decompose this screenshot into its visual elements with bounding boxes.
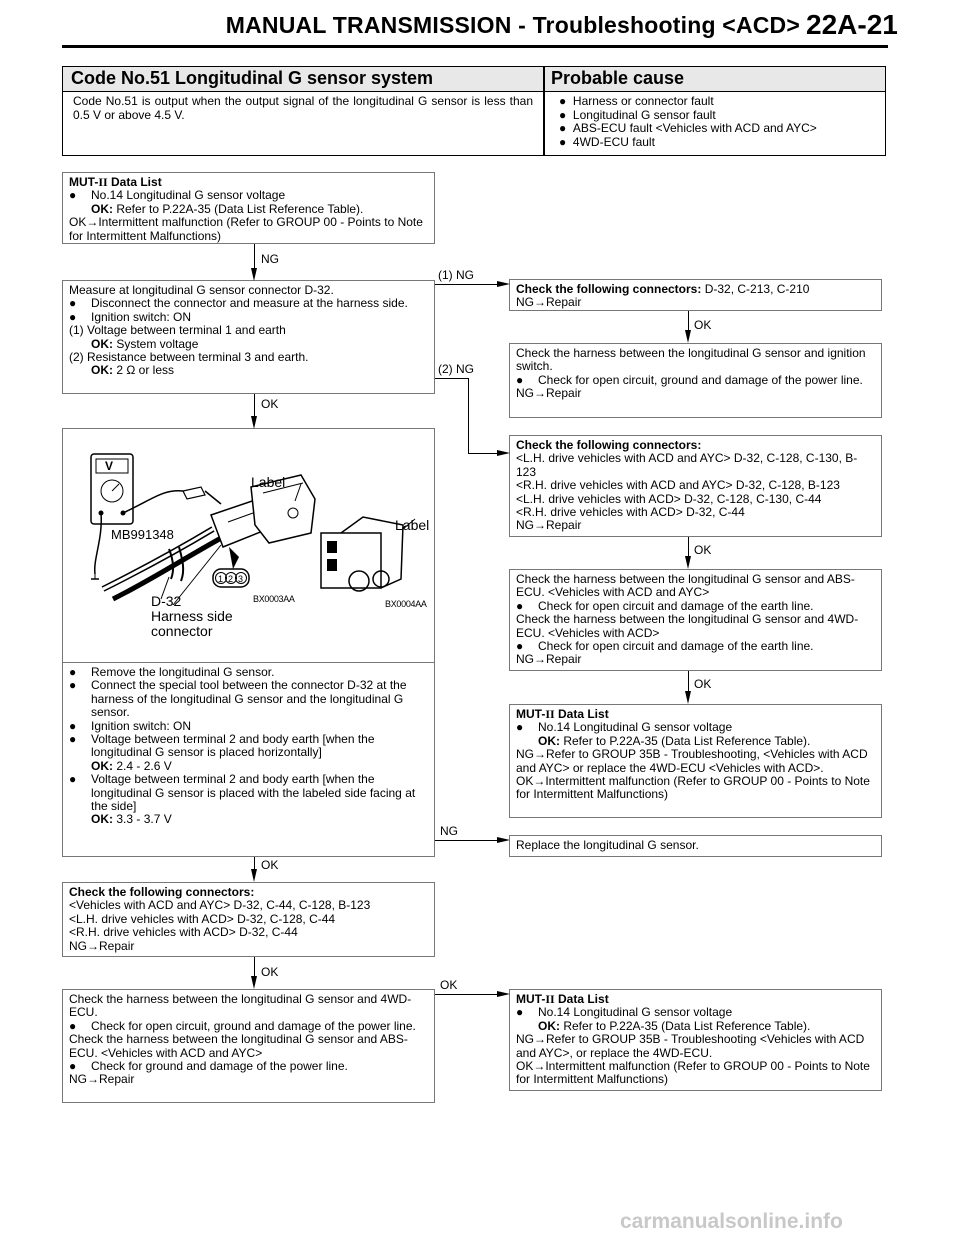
page-header-title: MANUAL TRANSMISSION - Troubleshooting <ACD> <box>225 12 800 38</box>
flow-label-ok: OK <box>694 677 712 691</box>
code-table-title: Code No.51 Longitudinal G sensor system <box>71 68 434 88</box>
flow-arrow <box>497 450 510 456</box>
step-check-connectors-1: Check the following connectors: D-32, C-213, C-210 NG→Repair <box>509 279 882 311</box>
step-replace-sensor: Replace the longitudinal G sensor. <box>509 835 882 857</box>
flow-label-ok: OK <box>261 965 279 979</box>
watermark: carmanualsonline.info <box>620 1210 843 1233</box>
flow-arrow <box>497 281 510 287</box>
flow-label-ng: NG <box>440 824 458 838</box>
pin-2-label: 2 <box>228 574 234 584</box>
step-check-harness-earth: Check the harness between the longitudinal G sensor and ABS-ECU. <Vehicles with ACD and AYC> ● Check for open circuit and damage of the earth line. Check the harness between the longitudinal G sensor and 4WD-ECU. <Vehicles with ACD> ● Check for open circuit and damage of the earth line. NG→Repair <box>509 569 882 671</box>
flow-arrow <box>251 869 257 882</box>
header-rule <box>62 45 888 48</box>
flow-arrow <box>685 556 691 569</box>
flow-arrow <box>251 976 257 989</box>
step-mut-data-list-2: MUT-II Data List ● No.14 Longitudinal G sensor voltage OK: Refer to P.22A-35 (Data List Reference Table). NG→Refer to GROUP 35B - Troubleshooting, <Vehicles with ACD and AYC> or replace the 4WD-ECU <Vehicles with ACD>. OK→Intermittent malfunction (Refer to GROUP 00 - Points to Note for Intermittent Malfunctions) <box>509 704 882 818</box>
flow-line <box>254 244 255 270</box>
flow-label-ok: OK <box>694 543 712 557</box>
flow-line <box>435 284 498 285</box>
sensor-diagram <box>63 429 435 663</box>
flow-label-ng-1: (1) NG <box>438 268 474 282</box>
flow-line <box>688 311 689 332</box>
flow-line <box>688 537 689 558</box>
code-table-divider <box>543 67 545 155</box>
cause-item: ● ABS-ECU fault <Vehicles with ACD and AYC> <box>559 121 817 135</box>
figure-code-a: BX0003AA <box>253 594 295 604</box>
code-table <box>62 66 886 156</box>
step-check-connectors-3: Check the following connectors: <Vehicles with ACD and AYC> D-32, C-44, C-128, B-123 <L.H. drive vehicles with ACD> D-32, C-128, C-44 <R.H. drive vehicles with ACD> D-32, C-44 NG→Repair <box>62 882 435 957</box>
flow-line <box>435 994 498 995</box>
cause-item: ● Harness or connector fault <box>559 94 714 108</box>
tool-number: MB991348 <box>111 527 174 542</box>
step-measure-connector: Measure at longitudinal G sensor connector D-32. ● Disconnect the connector and measure at the harness side. ● Ignition switch: ON (1) Voltage between terminal 1 and earth OK: System voltage (2) Resistance between terminal 3 and earth. OK: 2 Ω or less <box>62 280 435 394</box>
step-mut-data-list-1: MUT-II Data List ● No.14 Longitudinal G sensor voltage OK: Refer to P.22A-35 (Data List Reference Table). OK→Intermittent malfunction (Refer to GROUP 00 - Points to Note for Intermittent Malfunctions) <box>62 172 435 244</box>
flow-line <box>468 453 498 454</box>
cause-item: ● Longitudinal G sensor fault <box>559 107 716 122</box>
flow-line <box>435 840 498 841</box>
flow-label-ok: OK <box>694 318 712 332</box>
flow-label-ok: OK <box>261 397 279 411</box>
sensor-diagram-illustration <box>63 429 435 662</box>
flow-line <box>435 378 468 379</box>
figure-code-b: BX0004AA <box>385 599 427 609</box>
pin-3-label: 3 <box>238 574 244 584</box>
probable-cause-list <box>559 95 817 149</box>
flow-label-ng: NG <box>261 252 279 266</box>
label-callout-b: Label <box>395 517 430 533</box>
flow-line <box>254 394 255 418</box>
flow-line <box>254 957 255 978</box>
pin-1-label: 1 <box>218 574 224 584</box>
flow-arrow <box>251 268 257 281</box>
meter-letter: V <box>105 459 114 473</box>
flow-label-ng-2: (2) NG <box>438 362 474 376</box>
step-check-connectors-2: Check the following connectors: <L.H. drive vehicles with ACD and AYC> D-32, C-128, C-130, B-123 <R.H. drive vehicles with ACD and AYC> D-32, C-128, B-123 <L.H. drive vehicles with ACD> D-32, C-128, C-130, C-44 <R.H. drive vehicles with ACD> D-32, C-44 NG→Repair <box>509 435 882 537</box>
code-description: Code No.51 is output when the output signal of the longitudinal G sensor is less than 0.5 V or above 4.5 V. <box>73 94 533 122</box>
flow-arrow <box>251 416 257 429</box>
step-check-harness-4wd: Check the harness between the longitudinal G sensor and 4WD-ECU. ● Check for open circuit, ground and damage of the power line. Check the harness between the longitudinal G sensor and ABS-ECU. <Vehicles with ACD and AYC> ● Check for ground and damage of the power line. NG→Repair <box>62 989 435 1103</box>
flow-line <box>688 671 689 693</box>
probable-cause-title: Probable cause <box>551 68 685 88</box>
flow-label-ok: OK <box>261 858 279 872</box>
label-callout-a: Label <box>251 474 286 490</box>
flow-arrow <box>497 991 510 997</box>
step-check-harness-ignition: Check the harness between the longitudinal G sensor and ignition switch. ● Check for open circuit, ground and damage of the power line. NG→Repair <box>509 343 882 418</box>
flow-arrow <box>685 330 691 343</box>
step-mut-data-list-3: MUT-II Data List ● No.14 Longitudinal G sensor voltage OK: Refer to P.22A-35 (Data List Reference Table). NG→Refer to GROUP 35B - Troubleshooting <Vehicles with ACD and AYC>, or replace the 4WD-ECU. OK→Intermittent malfunction (Refer to GROUP 00 - Points to Note for Intermittent Malfunctions) <box>509 989 882 1091</box>
flow-line <box>468 378 469 453</box>
flow-label-ok: OK <box>440 978 458 992</box>
connector-caption: D-32 Harness side connector <box>151 593 233 639</box>
cause-item: ● 4WD-ECU fault <box>559 134 655 149</box>
flow-arrow <box>497 837 510 843</box>
step-measure-sensor: ● Remove the longitudinal G sensor. ● Connect the special tool between the connector D-32 at the harness of the longitudinal G sensor and the longitudinal G sensor. ● Ignition switch: ON ● Voltage between terminal 2 and body earth [when the longitudinal G sensor is placed horizontally] OK: 2.4 - 2.6 V ● Voltage between terminal 2 and body earth [when the longitudinal G sensor is placed with the labeled side facing at the side] OK: 3.3 - 3.7 V <box>62 428 435 857</box>
page-number: 22A-21 <box>806 9 898 40</box>
flow-arrow <box>685 691 691 704</box>
